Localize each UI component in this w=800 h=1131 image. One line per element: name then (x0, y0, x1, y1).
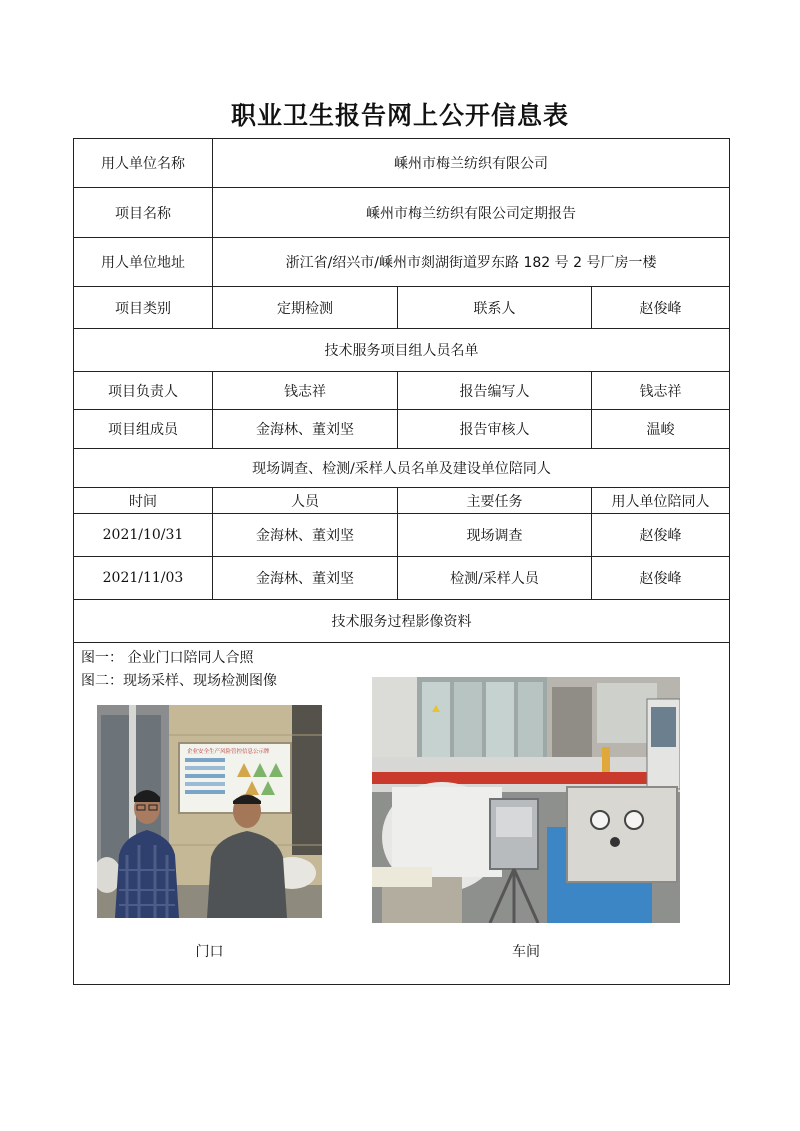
page-title: 职业卫生报告网上公开信息表 (230, 101, 569, 130)
employer-name-value: 嵊州市梅兰纺织有限公司 (213, 139, 730, 188)
survey-header-escort: 用人单位陪同人 (592, 488, 730, 514)
survey-people: 金海林、董刘坚 (213, 557, 398, 600)
info-table (73, 138, 730, 985)
members-label: 项目组成员 (74, 410, 213, 449)
table-row (74, 329, 730, 372)
table-row (74, 488, 730, 514)
project-name-value: 嵊州市梅兰纺织有限公司定期报告 (213, 188, 730, 238)
project-type-value: 定期检测 (213, 287, 398, 329)
workshop-photo-graphic (372, 677, 680, 923)
survey-date: 2021/11/03 (74, 557, 213, 600)
entrance-photo (97, 705, 322, 918)
table-row (74, 372, 730, 410)
survey-section-title: 现场调查、检测/采样人员名单及建设单位陪同人 (74, 449, 730, 488)
workshop-photo (372, 677, 680, 923)
survey-task: 现场调查 (398, 514, 592, 557)
sign-text: 企业安全生产风险管控信息公示牌 (187, 749, 270, 755)
table-row (74, 449, 730, 488)
writer-value: 钱志祥 (592, 372, 730, 410)
entrance-photo-graphic (97, 705, 322, 918)
table-row (74, 287, 730, 329)
employer-name-label: 用人单位名称 (74, 139, 213, 188)
workshop-caption: 车间 (512, 944, 540, 960)
table-row (74, 188, 730, 238)
survey-date: 2021/10/31 (74, 514, 213, 557)
figure1-caption: 图一： 企业门口陪同人合照 (81, 650, 254, 666)
survey-people: 金海林、董刘坚 (213, 514, 398, 557)
media-cell (74, 643, 730, 985)
employer-address-value: 浙江省/绍兴市/嵊州市剡湖街道罗东路 182 号 2 号厂房一楼 (213, 238, 730, 287)
survey-task: 检测/采样人员 (398, 557, 592, 600)
team-section-title: 技术服务项目组人员名单 (74, 329, 730, 372)
survey-header-people: 人员 (213, 488, 398, 514)
table-row (74, 238, 730, 287)
table-row (74, 139, 730, 188)
figure2-caption: 图二：现场采样、现场检测图像 (81, 673, 277, 689)
table-row (74, 410, 730, 449)
table-row (74, 600, 730, 643)
leader-value: 钱志祥 (213, 372, 398, 410)
leader-label: 项目负责人 (74, 372, 213, 410)
survey-escort: 赵俊峰 (592, 514, 730, 557)
media-area (74, 643, 728, 983)
table-row (74, 557, 730, 600)
reviewer-label: 报告审核人 (398, 410, 592, 449)
members-value: 金海林、董刘坚 (213, 410, 398, 449)
writer-label: 报告编写人 (398, 372, 592, 410)
survey-header-time: 时间 (74, 488, 213, 514)
survey-header-task: 主要任务 (398, 488, 592, 514)
table-row (74, 643, 730, 985)
contact-value: 赵俊峰 (592, 287, 730, 329)
reviewer-value: 温峻 (592, 410, 730, 449)
contact-label: 联系人 (398, 287, 592, 329)
table-row (74, 514, 730, 557)
project-name-label: 项目名称 (74, 188, 213, 238)
project-type-label: 项目类别 (74, 287, 213, 329)
survey-escort: 赵俊峰 (592, 557, 730, 600)
employer-address-label: 用人单位地址 (74, 238, 213, 287)
media-section-title: 技术服务过程影像资料 (74, 600, 730, 643)
entrance-caption: 门口 (195, 944, 224, 960)
